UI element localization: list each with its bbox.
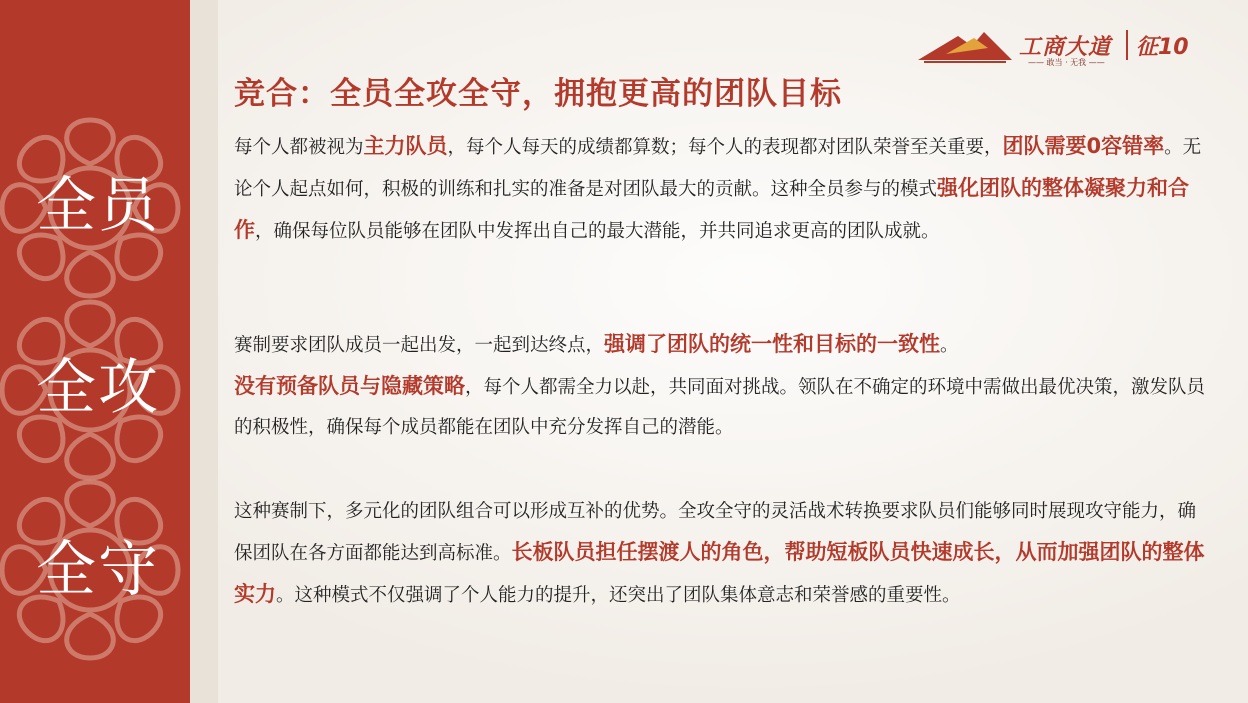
side-label-quanyuan: 全员 [36,171,160,241]
text-segment: 。无论个人起点如何，积极的训练和扎实的准备是对团队最大的贡献。这种全员参与的模式 [234,137,1202,200]
logo-divider [1126,30,1128,60]
side-label-quangong: 全攻 [36,353,160,423]
text-segment: ，每个人每天的成绩都算数；每个人的表现都对团队荣誉至关重要， [447,137,1003,158]
paragraph-quangong [234,324,1214,448]
logo-sub-text: 征10 [1136,35,1189,60]
side-label-quanshou: 全守 [36,535,160,605]
highlight-text: 强调了团队的统一性和目标的一致性 [604,332,941,356]
text-segment: 赛制要求团队成员一起出发，一起到达终点， [234,335,605,356]
text-segment: 每个人都被视为 [234,137,364,158]
left-panel [0,0,190,703]
logo-brand-text: 工商大道 [1019,34,1112,60]
page-title: 竞合：全员全攻全守，拥抱更高的团队目标 [234,76,842,112]
paragraph-quanshou [234,492,1214,616]
highlight-text: 主力队员 [363,134,448,158]
mountain-logo-icon [916,24,1016,70]
brand-logo [916,24,1206,70]
highlight-text: 长板队员担任摆渡人的角色，帮助短板队员快速成长，从而加强团队的整体实力 [234,540,1205,606]
left-divider-strip [190,0,218,703]
text-segment: 这种赛制下，多元化的团队组合可以形成互补的优势。全攻全守的灵活战术转换要求队员们能够同时展现攻守能力，确保团队在各方面都能达到高标准。 [234,501,1197,564]
text-segment: 。 [940,335,959,356]
text-segment: 。这种模式不仅强调了个人能力的提升，还突出了团队集体意志和荣誉感的重要性。 [276,585,961,606]
highlight-text: 没有预备队员与隐藏策略 [234,374,465,398]
highlight-text: 强化团队的整体凝聚力和合作 [234,176,1190,242]
text-segment: ，每个人都需全力以赴，共同面对挑战。领队在不确定的环境中需做出最优决策，激发队员的积极性，确保每个成员都能在团队中充分发挥自己的潜能。 [234,377,1206,438]
highlight-text: 团队需要0容错率 [1002,134,1165,158]
text-segment: ，确保每位队员能够在团队中发挥出自己的最大潜能，并共同追求更高的团队成就。 [255,221,940,242]
paragraph-quanyuan [234,126,1214,252]
logo-slogan: —— 敢当 · 无我 —— [1028,58,1105,67]
